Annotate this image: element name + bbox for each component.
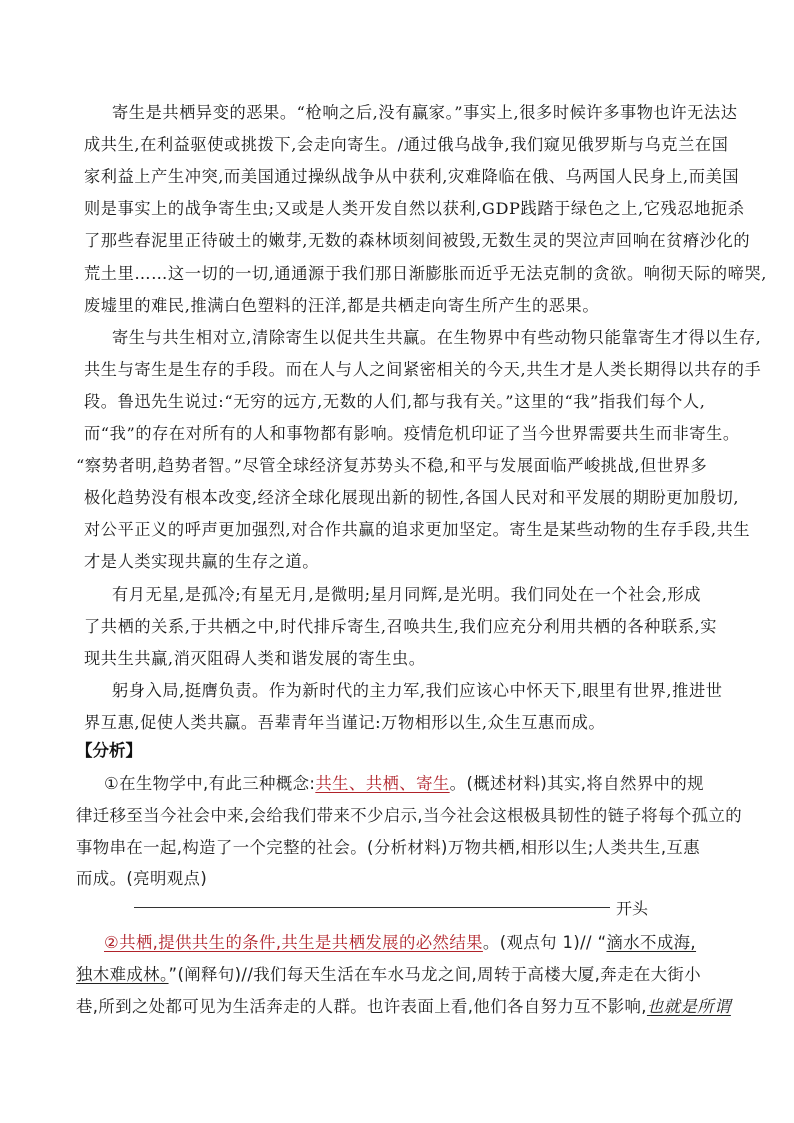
essay-line: 成共生,在利益驱使或挑拨下,会走向寄生。/通过俄乌战争,我们窥见俄罗斯与乌克兰在国 [84, 135, 729, 154]
analysis-line: 事物串在一起,构造了一个完整的社会。(分析材料)万物共栖,相形以生;人类共生,互惠 [76, 838, 701, 857]
essay-line: 寄生是共栖异变的恶果。“枪响之后,没有赢家。”事实上,很多时候许多事物也许无法达 [112, 103, 738, 122]
essay-line: 了共栖的关系,于共栖之中,时代排斥寄生,召唤共生,我们应充分利用共栖的各种联系,实 [84, 617, 718, 636]
quote-underlined: 滴水不成海, [606, 933, 697, 952]
phrase-underlined-italic: 也就是所谓 [646, 997, 731, 1016]
essay-line: 废墟里的难民,推满白色塑料的汪洋,都是共栖走向寄生所产生的恶果。 [84, 296, 600, 315]
essay-line: 界互惠,促使人类共赢。吾辈青年当谨记:万物相形以生,众生互惠而成。 [84, 713, 606, 732]
essay-line: 躬身入局,挺膺负责。作为新时代的主力军,我们应该心中怀天下,眼里有世界,推进世 [112, 681, 723, 700]
essay-line: 极化趋势没有根本改变,经济全球化展现出新的韧性,各国人民对和平发展的期盼更加殷切, [84, 488, 740, 507]
analysis-heading: 【分析】 [76, 741, 142, 760]
analysis-line: 律迁移至当今社会中来,会给我们带来不少启示,当今社会这根极具韧性的链子将每个孤立的 [76, 806, 743, 825]
quote-underlined: 独木难成林。 [76, 965, 169, 984]
analysis-text: 。(观点句 1)// “ [482, 933, 607, 952]
analysis-text: 巷,所到之处都可见为生活奔走的人群。也许表面上看,他们各自努力互不影响, [76, 997, 647, 1016]
essay-line: 现共生共赢,消灭阻碍人类和谐发展的寄生虫。 [84, 649, 426, 668]
analysis-line [104, 929, 696, 953]
analysis-text: ”(阐释句)//我们每天生活在车水马龙之间,周转于高楼大厦,奔走在大街小 [168, 965, 702, 984]
analysis-line [76, 961, 701, 985]
essay-line: 则是事实上的战争寄生虫;又或是人类开发自然以获利,GDP践踏于绿色之上,它残忍地扼杀 [84, 199, 745, 218]
essay-line: 有月无星,是孤冷;有星无月,是微明;星月同辉,是光明。我们同处在一个社会,形成 [112, 585, 702, 604]
concepts-highlight: 共生、共栖、寄生 [315, 774, 450, 793]
analysis-line [104, 770, 704, 794]
essay-line: 了那些春泥里正待破土的嫩芽,无数的森林顷刻间被毁,无数生灵的哭泣声回响在贫瘠沙化的 [84, 231, 751, 250]
section-label-opening: 开头 [616, 899, 649, 918]
essay-line: 家利益上产生冲突,而美国通过操纵战争从中获利,灾难降临在俄、乌两国人民身上,而美国 [84, 167, 740, 186]
essay-line: 共生与寄生是生存的手段。而在人与人之间紧密相关的今天,共生才是人类长期得以共存的手 [84, 360, 762, 379]
analysis-text: 。(概述材料)其实,将自然界中的规 [449, 774, 704, 793]
analysis-line: 而成。(亮明观点) [76, 869, 208, 888]
essay-line: 荒土里……这一切的一切,通通源于我们那日渐膨胀而近乎无法克制的贪欲。响彻天际的啼哭, [84, 264, 767, 283]
analysis-text: ①在生物学中,有此三种概念: [104, 774, 316, 793]
essay-line: 段。鲁迅先生说过:“无穷的远方,无数的人们,都与我有关。”这里的“我”指我们每个人, [84, 392, 706, 411]
essay-line: 而“我”的存在对所有的人和事物都有影响。疫情危机印证了当今世界需要共生而非寄生。 [84, 424, 740, 443]
essay-line: 对公平正义的呼声更加强烈,对合作共赢的追求更加坚定。寄生是某些动物的生存手段,共生 [84, 520, 751, 539]
essay-line: 寄生与共生相对立,清除寄生以促共生共赢。在生物界中有些动物只能靠寄生才得以生存, [112, 328, 762, 347]
essay-line: 才是人类实现共赢的生存之道。 [84, 552, 320, 571]
analysis-line [76, 993, 731, 1017]
section-divider [134, 907, 610, 908]
thesis-sentence-highlight: ②共栖,提供共生的条件,共生是共栖发展的必然结果 [104, 933, 483, 952]
essay-line: “察势者明,趋势者智。”尽管全球经济复苏势头不稳,和平与发展面临严峻挑战,但世界多 [76, 456, 708, 475]
